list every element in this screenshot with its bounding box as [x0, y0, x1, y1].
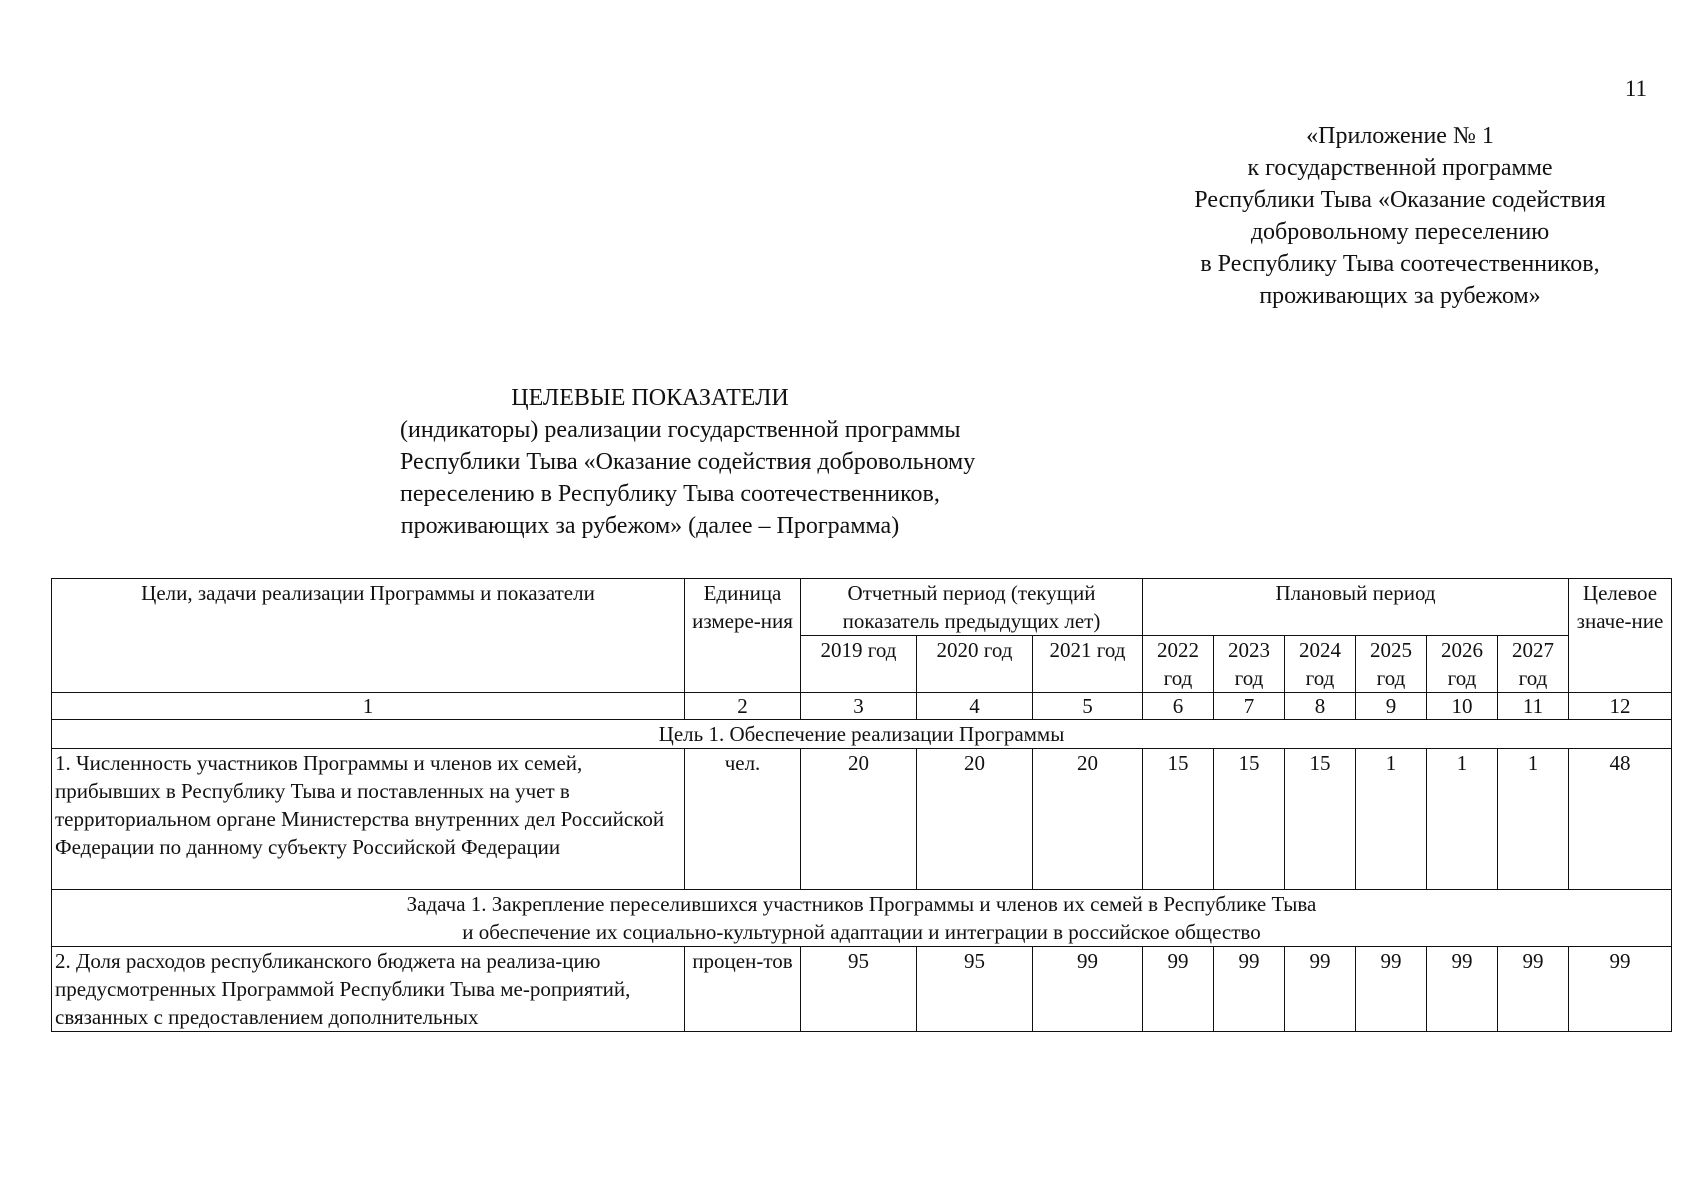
- table-row: [52, 947, 1672, 1032]
- appendix-line: проживающих за рубежом»: [1259, 283, 1541, 309]
- header-year: 2022 год: [1143, 636, 1214, 693]
- column-number: 7: [1214, 693, 1285, 720]
- indicator-unit: процен-тов: [685, 947, 801, 1032]
- column-number: 1: [52, 693, 685, 720]
- indicator-value: 15: [1143, 749, 1214, 890]
- task-1-line: Задача 1. Закрепление переселившихся участников Программы и членов их семей в Республике Тыва: [406, 892, 1317, 916]
- header-planned-period: Плановый период: [1143, 579, 1569, 636]
- indicator-value: 20: [801, 749, 917, 890]
- indicator-value: 1: [1356, 749, 1427, 890]
- column-numbers-row: [52, 693, 1672, 720]
- header-year: 2027 год: [1498, 636, 1569, 693]
- appendix-reference: [1120, 120, 1680, 312]
- indicator-value: 99: [1143, 947, 1214, 1032]
- indicators-table-wrapper: [51, 578, 1672, 1032]
- column-number: 5: [1033, 693, 1143, 720]
- indicator-value: 99: [1498, 947, 1569, 1032]
- header-reporting-period: Отчетный период (текущий показатель предыдущих лет): [801, 579, 1143, 636]
- document-title: [400, 382, 976, 542]
- column-number: 12: [1569, 693, 1672, 720]
- indicator-value: 99: [1427, 947, 1498, 1032]
- page-number: 11: [1624, 76, 1647, 101]
- indicator-value: 99: [1356, 947, 1427, 1032]
- indicator-value: 1: [1427, 749, 1498, 890]
- indicator-value: 95: [917, 947, 1033, 1032]
- header-goals: Цели, задачи реализации Программы и показатели: [52, 579, 685, 693]
- task-1-heading: [52, 890, 1672, 947]
- header-row-1: [52, 579, 1672, 636]
- appendix-line: в Республику Тыва соотечественников,: [1200, 251, 1600, 277]
- indicator-value: 1: [1498, 749, 1569, 890]
- title-line: ЦЕЛЕВЫЕ ПОКАЗАТЕЛИ: [511, 385, 789, 411]
- column-number: 9: [1356, 693, 1427, 720]
- goal-1-heading: Цель 1. Обеспечение реализации Программы: [52, 720, 1672, 749]
- indicator-value: 99: [1033, 947, 1143, 1032]
- title-line: Республики Тыва «Оказание содействия добровольному: [400, 449, 976, 475]
- indicator-value: 20: [917, 749, 1033, 890]
- header-year: 2020 год: [917, 636, 1033, 693]
- task-row: [52, 890, 1672, 947]
- indicator-unit: чел.: [685, 749, 801, 890]
- indicator-name: 2. Доля расходов республиканского бюджета на реализа-цию предусмотренных Программой Республики Тыва ме-роприятий, связанных с предоставлением дополнительных: [52, 947, 685, 1032]
- indicator-value: 20: [1033, 749, 1143, 890]
- column-number: 8: [1285, 693, 1356, 720]
- indicator-name: 1. Численность участников Программы и членов их семей, прибывших в Республику Тыва и поставленных на учет в территориальном органе Министерства внутренних дел Российской Федерации по данному субъекту Российской Федерации: [52, 749, 685, 890]
- header-year: 2026 год: [1427, 636, 1498, 693]
- header-year: 2023 год: [1214, 636, 1285, 693]
- header-unit: Единица измере-ния: [685, 579, 801, 693]
- indicator-value: 15: [1214, 749, 1285, 890]
- task-1-line: и обеспечение их социально-культурной адаптации и интеграции в российское общество: [462, 920, 1261, 944]
- indicator-target: 48: [1569, 749, 1672, 890]
- header-year: 2021 год: [1033, 636, 1143, 693]
- appendix-line: добровольному переселению: [1250, 219, 1550, 245]
- table-row: [52, 749, 1672, 890]
- indicator-value: 95: [801, 947, 917, 1032]
- header-year: 2024 год: [1285, 636, 1356, 693]
- header-year: 2019 год: [801, 636, 917, 693]
- title-line: (индикаторы) реализации государственной программы: [400, 417, 961, 443]
- column-number: 10: [1427, 693, 1498, 720]
- column-number: 11: [1498, 693, 1569, 720]
- indicator-value: 99: [1214, 947, 1285, 1032]
- goal-row: [52, 720, 1672, 749]
- column-number: 3: [801, 693, 917, 720]
- column-number: 6: [1143, 693, 1214, 720]
- column-number: 4: [917, 693, 1033, 720]
- appendix-line: к государственной программе: [1247, 155, 1553, 181]
- header-target-value: Целевое значе-ние: [1569, 579, 1672, 693]
- column-number: 2: [685, 693, 801, 720]
- title-line: проживающих за рубежом» (далее – Программа): [400, 513, 900, 539]
- indicators-table: [51, 578, 1672, 1032]
- indicator-value: 99: [1285, 947, 1356, 1032]
- appendix-line: Республики Тыва «Оказание содействия: [1194, 187, 1606, 213]
- indicator-target: 99: [1569, 947, 1672, 1032]
- header-year: 2025 год: [1356, 636, 1427, 693]
- title-line: переселению в Республику Тыва соотечественников,: [400, 481, 940, 507]
- appendix-line: «Приложение № 1: [1306, 123, 1494, 149]
- indicator-value: 15: [1285, 749, 1356, 890]
